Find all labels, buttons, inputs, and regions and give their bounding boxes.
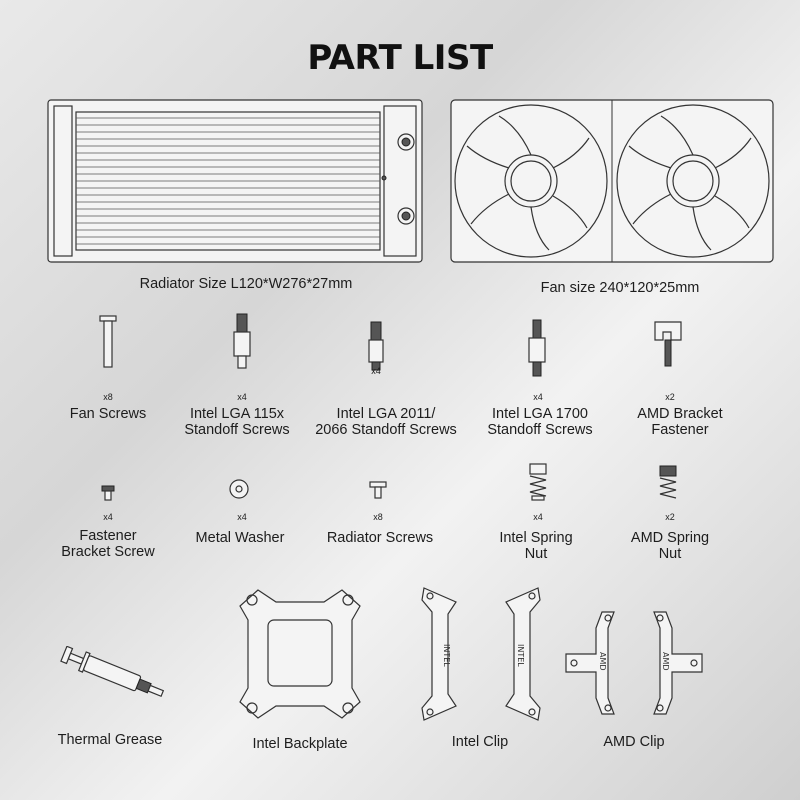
label-metal-washer: Metal Washer [195, 530, 285, 546]
lga1700-standoff-icon [524, 318, 550, 378]
lga2011-standoff-icon [364, 320, 388, 372]
qty-lga115x: x4 [237, 392, 247, 402]
qty-fan-screws: x8 [103, 392, 113, 402]
intel-backplate-icon [218, 580, 382, 728]
lga115x-standoff-icon [230, 312, 254, 370]
radiator-illustration [46, 98, 424, 264]
label-amd-spring-nut: AMD Spring Nut [630, 530, 710, 562]
amd-clip-left-icon [562, 608, 622, 718]
page-title: PART LIST [307, 38, 493, 78]
label-lga1700: Intel LGA 1700 Standoff Screws [487, 406, 593, 438]
label-radiator-screws: Radiator Screws [326, 530, 434, 546]
amd-clip-right-marking: AMD [661, 652, 670, 671]
qty-intel-spring-nut: x4 [533, 512, 543, 522]
label-fan-screws: Fan Screws [69, 406, 147, 422]
label-intel-clip: Intel Clip [451, 734, 509, 750]
qty-fastener-bracket: x4 [103, 512, 113, 522]
amd-bracket-fastener-icon [651, 318, 687, 368]
fan-label: Fan size 240*120*25mm [540, 280, 700, 296]
qty-radiator-screws: x8 [373, 512, 383, 522]
thermal-grease-syringe-icon [58, 646, 170, 702]
intel-clip-right-icon [500, 584, 544, 724]
radiator-label: Radiator Size L120*W276*27mm [139, 276, 353, 292]
qty-metal-washer: x4 [237, 512, 247, 522]
label-amd-bracket: AMD Bracket Fastener [637, 406, 723, 438]
label-thermal-grease: Thermal Grease [57, 732, 163, 748]
intel-spring-nut-icon [526, 462, 550, 502]
fan-screw-icon [96, 314, 120, 370]
amd-clip-right-icon [646, 608, 706, 718]
amd-spring-nut-icon [656, 464, 680, 502]
intel-clip-left-marking: INTEL [442, 644, 451, 667]
label-amd-clip: AMD Clip [603, 734, 665, 750]
qty-amd-spring-nut: x2 [665, 512, 675, 522]
label-fastener-bracket: Fastener Bracket Screw [61, 528, 155, 560]
qty-lga2011: x4 [371, 366, 381, 376]
intel-clip-right-marking: INTEL [516, 644, 525, 667]
label-lga115x: Intel LGA 115x Standoff Screws [184, 406, 290, 438]
fan-illustration [449, 98, 775, 264]
radiator-screw-icon [368, 480, 388, 500]
amd-clip-left-marking: AMD [598, 652, 607, 671]
fastener-bracket-screw-icon [100, 484, 116, 502]
qty-amd-bracket: x2 [665, 392, 675, 402]
label-intel-backplate: Intel Backplate [252, 736, 348, 752]
qty-lga1700: x4 [533, 392, 543, 402]
label-intel-spring-nut: Intel Spring Nut [499, 530, 573, 562]
intel-clip-left-icon [418, 584, 462, 724]
label-lga2011: Intel LGA 2011/ 2066 Standoff Screws [315, 406, 457, 438]
metal-washer-icon [228, 478, 250, 500]
